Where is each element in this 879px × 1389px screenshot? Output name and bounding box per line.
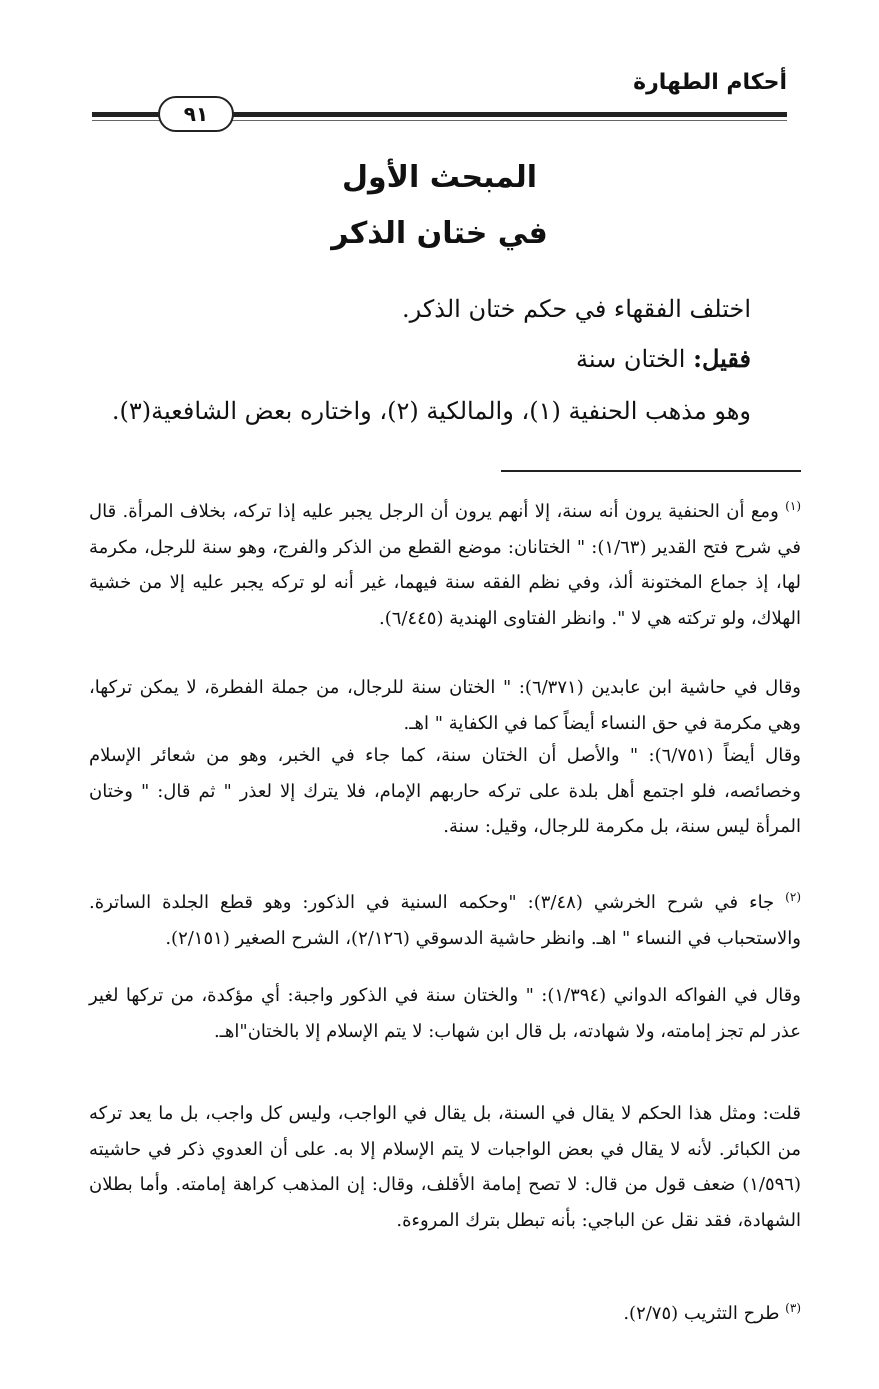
footnote-2 [89, 880, 801, 956]
footnote-text: طرح التثريب (٢/٧٥). [623, 1303, 786, 1324]
chapter-subtitle: في ختان الذكر [331, 216, 548, 251]
body-paragraph-2 [111, 344, 751, 374]
body-paragraph-3: وهو مذهب الحنفية (١)، والمالكية (٢)، واختاره بعض الشافعية(٣). [111, 397, 751, 425]
footnote-text: ومع أن الحنفية يرون أنه سنة، إلا أنهم يرون أن الرجل يجبر عليه إذا تركه، بخلاف المرأة. قال في شرح فتح القدير (١/٦٣): " الختانان: موضع القطع من الذكر والفرج، وهو سنة للرجل، مكرمة لها، إذ جماع المختونة ألذ، وفي نظم الفقه سنة فيهما، غير أنه لو تركه يجبر عليه إلا من خشية الهلاك، ولو تركته هي لا ". وانظر الفتاوى الهندية (٦/٤٤٥). [89, 501, 801, 629]
chapter-title: المبحث الأول [341, 160, 538, 195]
author-note: قلت: ومثل هذا الحكم لا يقال في السنة، بل يقال في الواجب، وليس كل واجب، بل ما يعد تركه من الكبائر. لأنه لا يقال في بعض الواجبات لا يتم الإسلام إلا به. على أن العدوي ذكر في حاشيته (١/٥٩٦) ضعف قول من قال: لا تصح إمامة الأقلف، وقال: إن المذهب كراهة إمامته. وأما بطلان الشهادة، فقد نقل عن الباجي: بأنه تبطل بترك المروءة. [89, 1103, 801, 1231]
footnote-marker: (١) [785, 499, 801, 513]
footnote-marker: (٣) [785, 1301, 801, 1315]
page-number: ٩١ [158, 96, 234, 132]
footnote-marker: (٢) [785, 890, 801, 904]
footnote-text: جاء في شرح الخرشي (٣/٤٨): "وحكمه السنية في الذكور: وهو قطع الجلدة الساترة. والاستحباب في النساء " اهـ. وانظر حاشية الدسوقي (٢/١٢٦)، الشرح الصغير (٢/١٥١). [89, 892, 801, 949]
opinion-text: الختان سنة [575, 345, 694, 373]
footnote-2-continued: وقال في الفواكه الدواني (١/٣٩٤): " والختان سنة في الذكور واجبة: أي مؤكدة، من تركها لغير عذر لم تجز إمامته، ولا شهادته، بل قال ابن شهاب: لا يتم الإسلام إلا بالختان"اهـ. [89, 985, 801, 1042]
body-paragraph-1: اختلف الفقهاء في حكم ختان الذكر. [401, 295, 751, 323]
footnote-1-continued-2: وقال أيضاً (٦/٧٥١): " والأصل أن الختان سنة، كما جاء في الخبر، وهو من شعائر الإسلام وخصائصه، فلو اجتمع أهل بلدة على تركه حاربهم الإمام، فلا يترك إلا لعذر " ثم قال: " وختان المرأة ليس سنة، بل مكرمة للرجال، وقيل: سنة. [89, 745, 801, 837]
running-header-title: أحكام الطهارة [633, 70, 787, 95]
footnote-3 [89, 1291, 801, 1332]
opinion-lead: فقيل: [693, 344, 751, 373]
footnote-1 [89, 489, 801, 636]
footnote-1-continued: وقال في حاشية ابن عابدين (٦/٣٧١): " الختان سنة للرجال، من جملة الفطرة، لا يمكن تركها، وهي مكرمة في حق النساء أيضاً كما في الكفاية " اهـ. [89, 677, 801, 734]
footnote-separator [501, 470, 801, 472]
